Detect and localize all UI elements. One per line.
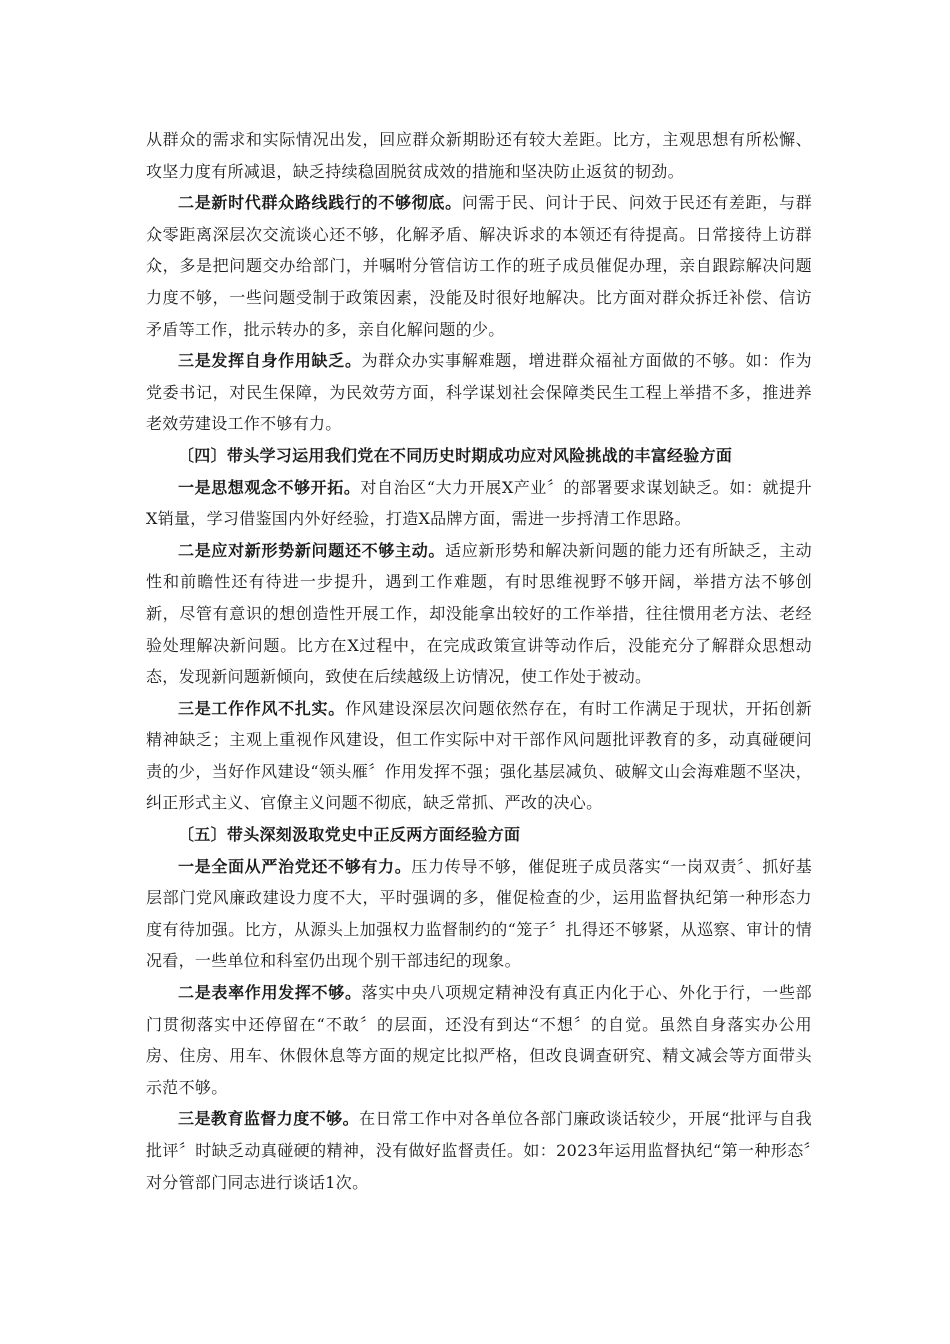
paragraph-item <box>146 345 812 440</box>
paragraph-text: 压力传导不够，催促班子成员落实“一岗双责〞、抓好基层部门党风廉政建设力度不大，平时强调的多，催促检查的少，运用监督执纪第一种形态力度有待加强。比方，从源头上加强权力监督制约的“笼子〞扎得还不够紧，从巡察、审计的情况看，一些单位和科室仍出现个别干部违纪的现象。 <box>146 856 812 971</box>
paragraph-lead: 三是教育监督力度不够。 <box>178 1109 360 1129</box>
paragraph-lead: 二是新时代群众路线践行的不够彻底。 <box>178 193 462 213</box>
paragraph-text: 问需于民、问计于民、问效于民还有差距，与群众零距离深层次交流谈心还不够，化解矛盾、解决诉求的本领还有待提高。日常接待上访群众，多是把问题交办给部门，并嘱咐分管信访工作的班子成员催促办理，亲自跟踪解决问题力度不够，一些问题受制于政策因素，没能及时很好地解决。比方面对群众拆迁补偿、信访矛盾等工作，批示转办的多，亲自化解问题的少。 <box>146 193 812 339</box>
section-heading-text: 〔四〕带头学习运用我们党在不同历史时期成功应对风险挑战的丰富经验方面 <box>178 445 733 465</box>
paragraph-text: 适应新形势和解决新问题的能力还有所缺乏，主动性和前瞻性还有待进一步提升，遇到工作难题，有时思维视野不够开阔，举措方法不够创新，尽管有意识的想创造性开展工作，却没能拿出较好的工作举措，往往惯用老方法、老经验处理解决新问题。比方在X过程中，在完成政策宣讲等动作后，没能充分了解群众思想动态，发现新问题新倾向，致使在后续越级上访情况，使工作处于被动。 <box>146 540 812 687</box>
paragraph-continuation <box>146 124 812 187</box>
paragraph-text: 落实中央八项规定精神没有真正内化于心、外化于行，一些部门贯彻落实中还停留在“不敢〞的层面，还没有到达“不想〞的自觉。虽然自身落实办公用房、住房、用车、休假休息等方面的规定比拟严格，但改良调查研究、精文减会等方面带头示范不够。 <box>146 983 812 1097</box>
paragraph-text: 作风建设深层次问题依然存在，有时工作满足于现状，开拓创新精神缺乏；主观上重视作风建设，但工作实际中对干部作风问题批评教育的多，动真碰硬问责的少，当好作风建设“领头雁〞作用发挥不强；强化基层减负、破解文山会海难题不坚决，纠正形式主义、官僚主义问题不彻底，缺乏常抓、严改的决心。 <box>146 698 812 813</box>
paragraph-lead: 三是工作作风不扎实。 <box>178 698 345 718</box>
paragraph-item <box>146 187 812 345</box>
paragraph-item <box>146 1103 812 1198</box>
paragraph-text: 为群众办实事解难题，增进群众福祉方面做的不够。如：作为党委书记，对民生保障，为民效劳方面，科学谋划社会保障类民生工程上举措不多，推进养老效劳建设工作不够有力。 <box>146 351 812 434</box>
paragraph-item <box>146 977 812 1103</box>
paragraph-item <box>146 472 812 535</box>
paragraph-text: 对自治区“大力开展X产业〞的部署要求谋划缺乏。如：就提升X销量，学习借鉴国内外好经验，打造X品牌方面，需进一步捋清工作思路。 <box>146 477 812 529</box>
section-heading <box>146 440 812 472</box>
document-page <box>146 124 812 1198</box>
paragraph-item <box>146 535 812 693</box>
paragraph-lead: 三是发挥自身作用缺乏。 <box>178 351 362 371</box>
paragraph-lead: 二是表率作用发挥不够。 <box>178 983 362 1003</box>
paragraph-text: 从群众的需求和实际情况出发，回应群众新期盼还有较大差距。比方，主观思想有所松懈、攻坚力度有所减退，缺乏持续稳固脱贫成效的措施和坚决防止返贫的韧劲。 <box>146 130 812 181</box>
section-heading-text: 〔五〕带头深刻汲取党史中正反两方面经验方面 <box>178 825 521 845</box>
paragraph-lead: 一是思想观念不够开拓。 <box>178 477 361 497</box>
paragraph-item <box>146 851 812 977</box>
paragraph-lead: 二是应对新形势新问题还不够主动。 <box>178 540 446 560</box>
paragraph-text: 在日常工作中对各单位各部门廉政谈话较少，开展“批评与自我批评〞时缺乏动真碰硬的精神，没有做好监督责任。如：2023年运用监督执纪“第一种形态〞对分管部门同志进行谈话1次。 <box>146 1109 812 1192</box>
paragraph-item <box>146 693 812 819</box>
paragraph-lead: 一是全面从严治党还不够有力。 <box>178 856 412 876</box>
section-heading <box>146 819 812 851</box>
